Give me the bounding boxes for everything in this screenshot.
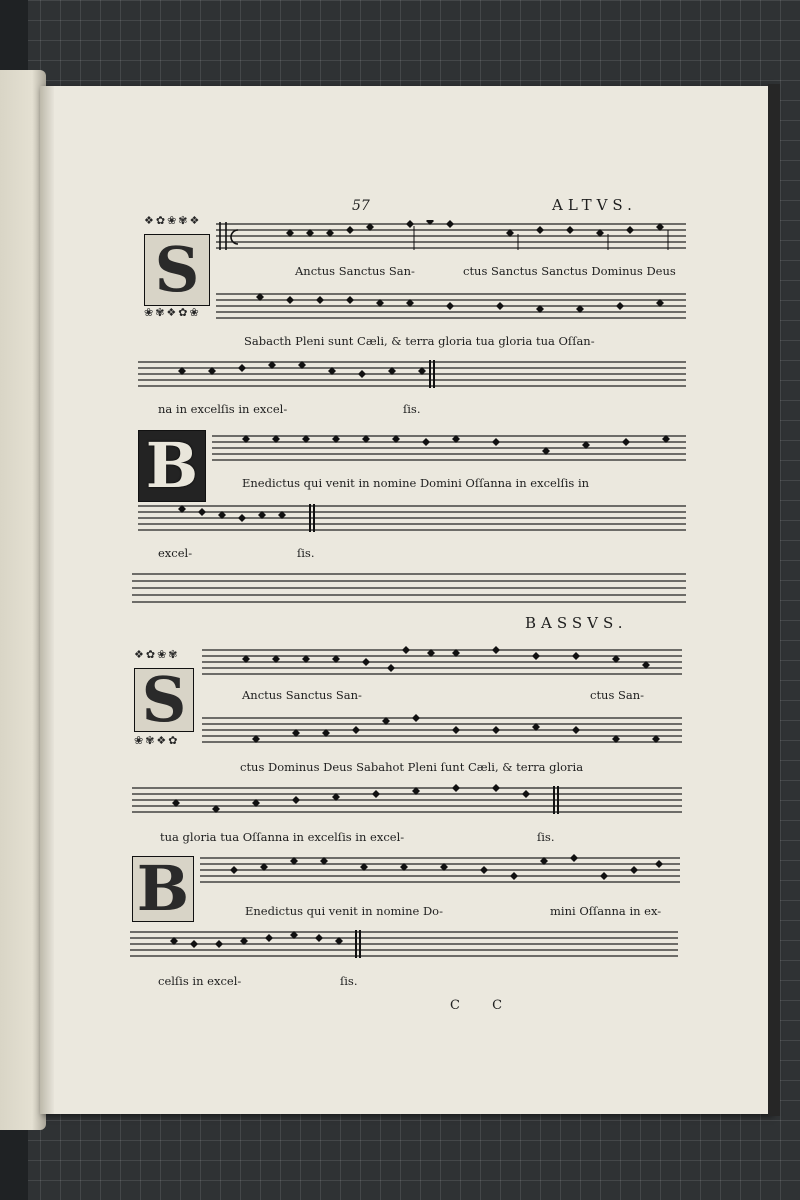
ornament-band-bottom: ❀✾❖✿ bbox=[134, 734, 180, 747]
altus-staff-5 bbox=[138, 502, 686, 536]
altus-staff-1 bbox=[216, 220, 686, 252]
altus-lyrics-1b: ctus Sanctus Sanctus Dominus Deus bbox=[463, 264, 676, 278]
decorated-initial-s-bassus: S bbox=[134, 668, 194, 732]
bassus-lyrics-5a: celſis in excel- bbox=[158, 974, 242, 988]
staff-lines bbox=[200, 852, 680, 890]
ornament-band-top: ❖✿❀✾❖ bbox=[144, 214, 202, 227]
bassus-lyrics-1a: Anctus Sanctus San- bbox=[242, 688, 362, 702]
altus-lyrics-3a: na in excelſis in excel- bbox=[158, 402, 288, 416]
altus-lyrics-2: Sabacth Pleni sunt Cæli, & terra gloria tua gloria tua Oſſan- bbox=[244, 334, 595, 348]
staff-lines bbox=[212, 430, 686, 466]
ornament-band-bottom: ❀✾❖✿❀ bbox=[144, 306, 201, 319]
bassus-staff-3 bbox=[132, 782, 682, 818]
bassus-staff-1 bbox=[202, 644, 682, 680]
page-gutter bbox=[40, 86, 54, 1114]
page-number: 57 bbox=[352, 198, 370, 214]
bassus-lyrics-4a: Enedictus qui venit in nomine Do- bbox=[245, 904, 443, 918]
bassus-staff-2 bbox=[202, 712, 682, 748]
bassus-lyrics-3b: ſis. bbox=[537, 830, 555, 844]
bassus-lyrics-5b: ſis. bbox=[340, 974, 358, 988]
decorated-initial-b-bassus: B bbox=[132, 856, 194, 922]
altus-voice-title: ALTVS. bbox=[552, 196, 637, 214]
decorated-initial-b-altus: B bbox=[138, 430, 206, 502]
bassus-lyrics-2: ctus Dominus Deus Sabahot Pleni ſunt Cæli, & terra gloria bbox=[240, 760, 584, 774]
staff-lines bbox=[130, 926, 678, 964]
page-right-edge bbox=[768, 84, 780, 1116]
altus-lyrics-5b: ſis. bbox=[297, 546, 315, 560]
staff-lines bbox=[216, 220, 686, 252]
staff-lines bbox=[202, 644, 682, 680]
altus-staff-2 bbox=[216, 290, 686, 324]
staff-lines bbox=[202, 712, 682, 748]
altus-lyrics-1a: Anctus Sanctus San- bbox=[295, 264, 415, 278]
altus-staff-4 bbox=[212, 430, 686, 466]
decorated-initial-s-altus: S bbox=[144, 234, 210, 306]
bassus-voice-title: BASSVS. bbox=[525, 614, 628, 632]
bassus-lyrics-4b: mini Oſſanna in ex- bbox=[550, 904, 662, 918]
bassus-lyrics-3a: tua gloria tua Oſſanna in excelſis in excel- bbox=[160, 830, 405, 844]
altus-lyrics-4: Enedictus qui venit in nomine Domini Oſſanna in excelſis in bbox=[242, 476, 590, 490]
staff-lines bbox=[132, 570, 686, 606]
staff-lines bbox=[216, 290, 686, 324]
altus-staff-3 bbox=[138, 358, 686, 392]
staff-lines bbox=[138, 502, 686, 536]
signature-mark: C C bbox=[450, 998, 517, 1013]
staff-lines bbox=[138, 358, 686, 392]
empty-staff bbox=[132, 570, 686, 606]
bassus-staff-4 bbox=[200, 852, 680, 890]
staff-lines bbox=[132, 782, 682, 818]
ornament-band-top: ❖✿❀✾ bbox=[134, 648, 180, 661]
bassus-staff-5 bbox=[130, 926, 678, 964]
bassus-lyrics-1b: ctus San- bbox=[590, 688, 645, 702]
altus-lyrics-5a: excel- bbox=[158, 546, 193, 560]
altus-lyrics-3b: ſis. bbox=[403, 402, 421, 416]
